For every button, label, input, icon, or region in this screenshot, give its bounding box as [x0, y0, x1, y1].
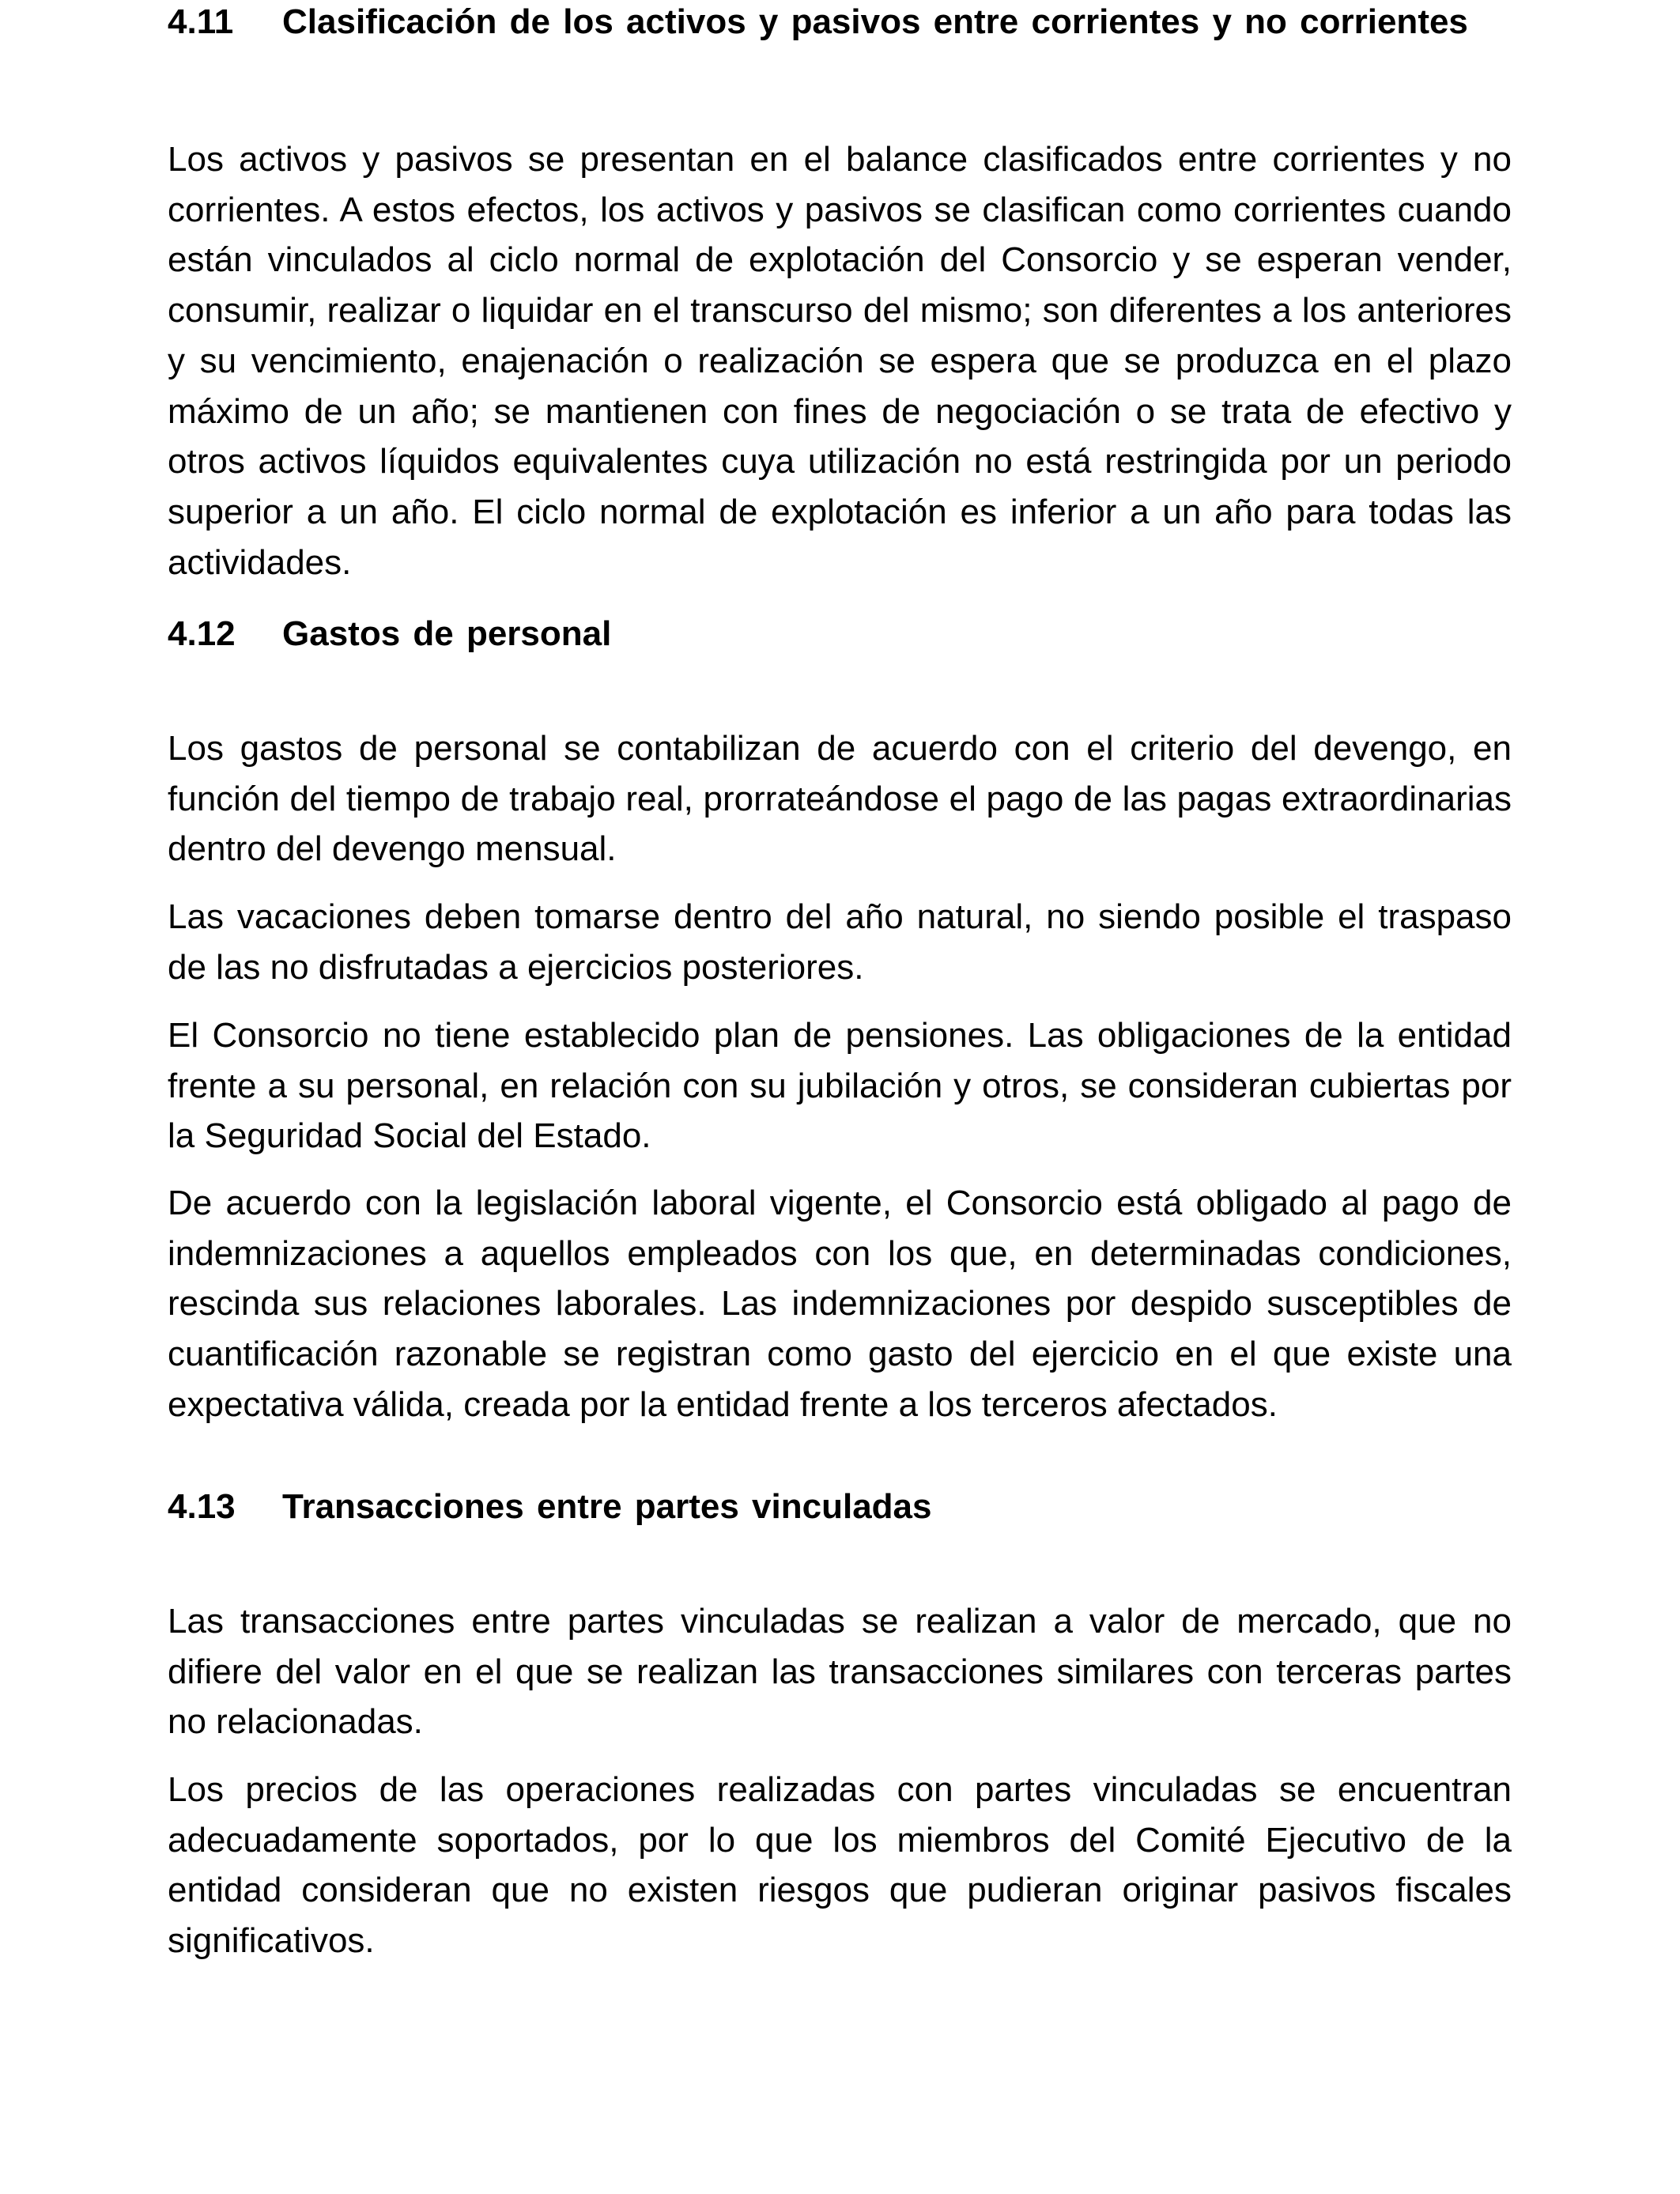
section-title: Transacciones entre partes vinculadas [282, 1487, 932, 1526]
paragraph: Las transacciones entre partes vinculadas se realizan a valor de mercado, que no difiere del valor en el que se realizan las transacciones similares con terceras partes no relacionadas. [168, 1602, 1512, 1742]
section-heading-4-11 [168, 0, 1512, 47]
paragraph: Las vacaciones deben tomarse dentro del año natural, no siendo posible el traspaso de las no disfrutadas a ejercicios posteriores. [168, 897, 1512, 987]
paragraph: El Consorcio no tiene establecido plan de pensiones. Las obligaciones de la entidad frente a su personal, en relación con su jubilación y otros, se consideran cubiertas por la Seguridad Social del Estado. [168, 1016, 1512, 1156]
paragraph: Los precios de las operaciones realizadas con partes vinculadas se encuentran adecuadamente soportados, por lo que los miembros del Comité Ejecutivo de la entidad consideran que no existen riesgos que pudieran originar pasivos fiscales significativos. [168, 1770, 1512, 1961]
section-number: 4.11 [168, 2, 234, 41]
paragraph: Los gastos de personal se contabilizan de acuerdo con el criterio del devengo, en función del tiempo de trabajo real, prorrateándose el pago de las pagas extraordinarias dentro del devengo mensual. [168, 729, 1512, 869]
section-title: Clasificación de los activos y pasivos entre corrientes y no corrientes [282, 2, 1468, 41]
paragraph: Los activos y pasivos se presentan en el balance clasificados entre corrientes y no corrientes. A estos efectos, los activos y pasivos se clasifican como corrientes cuando están vinculados al ciclo normal de explotación del Consorcio y se esperan vender, consumir, realizar o liquidar en el transcurso del mismo; son diferentes a los anteriores y su vencimiento, enajenación o realización se espera que se produzca en el plazo máximo de un año; se mantienen con fines de negociación o se trata de efectivo y otros activos líquidos equivalentes cuya utilización no está restringida por un periodo superior a un año. El ciclo normal de explotación es inferior a un año para todas las actividades. [168, 140, 1512, 582]
section-heading-4-12 [168, 609, 1512, 659]
paragraph: De acuerdo con la legislación laboral vigente, el Consorcio está obligado al pago de indemnizaciones a aquellos empleados con los que, en determinadas condiciones, rescinda sus relaciones laborales. Las indemnizaciones por despido susceptibles de cuantificación razonable se registran como gasto del ejercicio en el que existe una expectativa válida, creada por la entidad frente a los terceros afectados. [168, 1184, 1512, 1424]
section-number: 4.12 [168, 614, 236, 653]
section-heading-4-13 [168, 1482, 1512, 1532]
section-title: Gastos de personal [282, 614, 612, 653]
section-number: 4.13 [168, 1487, 236, 1526]
